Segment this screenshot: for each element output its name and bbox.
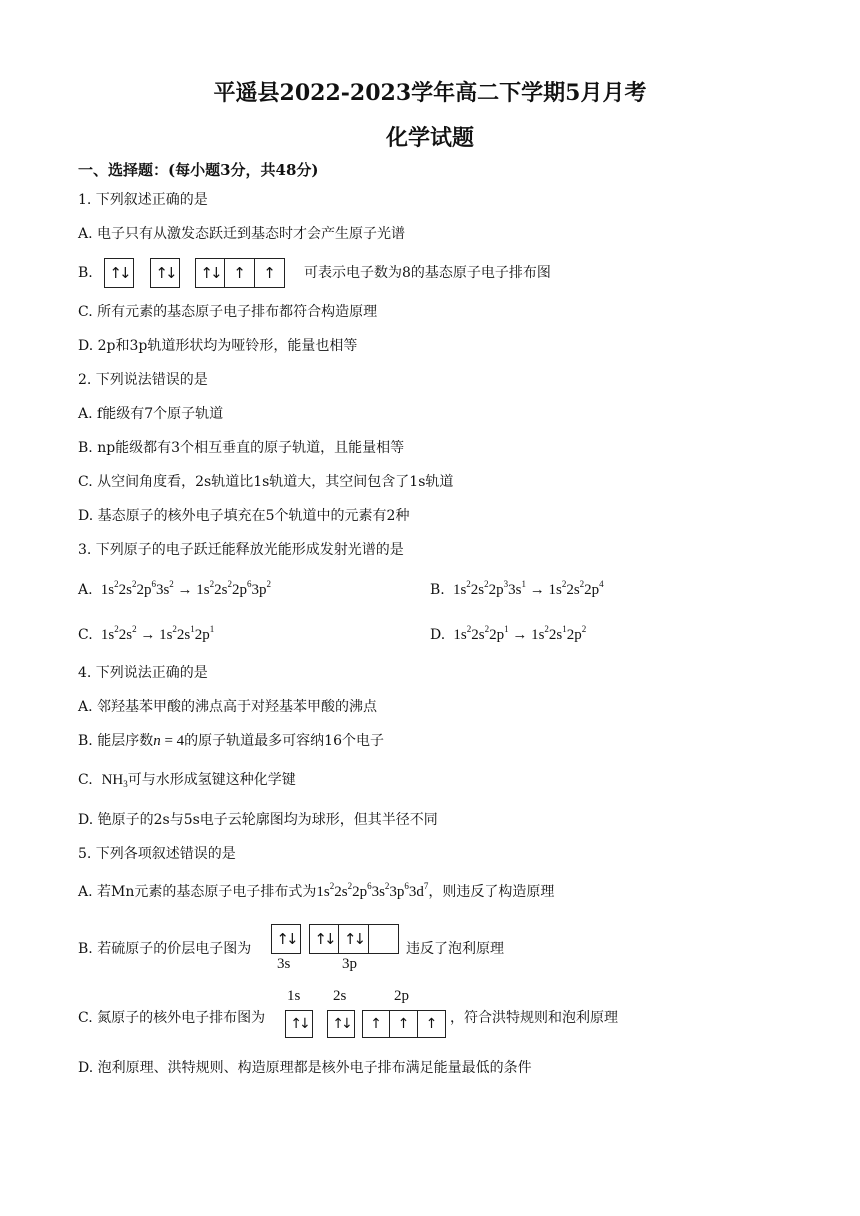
formula: $NH_3$	[101, 772, 128, 789]
q5-c-orbital-2p	[362, 1010, 446, 1038]
q5-option-b-post: 违反了泡利原理	[406, 941, 504, 957]
q5-b-orbital-3p	[309, 924, 399, 954]
configuration-transition: $1s^22s^22p^33s^1 \to 1s^22s^22p^4$	[449, 579, 604, 598]
q5-option-b-pre: B. 若硫原子的价层电子图为	[78, 941, 252, 957]
orbital-box: ↑↓	[285, 1010, 313, 1038]
q1-option-a: A. 电子只有从激发态跃迁到基态时才会产生原子光谱	[78, 226, 406, 242]
q2-option-d: D. 基态原子的核外电子填充在5个轨道中的元素有2种	[78, 508, 410, 524]
q5-c-orbital-1s	[285, 1010, 313, 1038]
option-a-post: ，则违反了构造原理	[428, 884, 555, 900]
q1-orbital-2s	[150, 258, 180, 288]
q2-stem: 2. 下列说法错误的是	[78, 372, 208, 388]
orbital-label-1s: 1s	[287, 988, 301, 1004]
q1-option-d: D. 2p和3p轨道形状均为哑铃形，能量也相等	[78, 338, 358, 354]
option-c-post: 可与水形成氢键这种化学键	[127, 772, 296, 788]
q2-option-c: C. 从空间角度看，2s轨道比1s轨道大，其空间包含了1s轨道	[78, 474, 454, 490]
formula: $1s^22s^22p^63s^23p^63d^7$	[316, 881, 429, 900]
q4-option-a: A. 邻羟基苯甲酸的沸点高于对羟基苯甲酸的沸点	[78, 699, 378, 715]
orbital-label-2p: 2p	[394, 988, 409, 1004]
configuration-transition: $1s^22s^22p^1 \to 1s^22s^12p^2$	[449, 624, 587, 643]
orbital-box	[369, 924, 399, 954]
orbital-box: ↑↓	[104, 258, 134, 288]
configuration-transition: $1s^22s^2 \to 1s^22s^12p^1$	[97, 624, 215, 643]
orbital-box: ↑	[390, 1010, 418, 1038]
option-label: B.	[430, 582, 445, 598]
q1-orbital-2p	[195, 258, 285, 288]
q3-option-a	[78, 580, 271, 600]
q5-option-c-pre: C. 氮原子的核外电子排布图为	[78, 1010, 266, 1026]
q4-stem: 4. 下列说法正确的是	[78, 665, 208, 681]
orbital-box: ↑↓	[339, 924, 369, 954]
option-label: C.	[78, 627, 93, 643]
q3-option-c	[78, 625, 214, 645]
q3-option-b	[430, 580, 604, 600]
q1-orbital-1s	[104, 258, 134, 288]
orbital-label-3s: 3s	[277, 956, 291, 972]
q1-option-c: C. 所有元素的基态原子电子排布都符合构造原理	[78, 304, 378, 320]
q3-option-d	[430, 625, 586, 645]
q1-option-b-text: 可表示电子数为8的基态原子电子排布图	[304, 265, 551, 281]
orbital-box: ↑	[362, 1010, 390, 1038]
option-label: D.	[430, 627, 446, 643]
q1-stem: 1. 下列叙述正确的是	[78, 192, 208, 208]
q4-option-b	[78, 731, 384, 751]
q5-option-d: D. 泡利原理、洪特规则、构造原理都是核外电子排布满足能量最低的条件	[78, 1060, 532, 1076]
option-label: A.	[78, 582, 93, 598]
q5-c-orbital-2s	[327, 1010, 355, 1038]
orbital-box: ↑	[418, 1010, 446, 1038]
orbital-box: ↑↓	[195, 258, 225, 288]
formula: n = 4	[153, 733, 185, 749]
orbital-box: ↑	[225, 258, 255, 288]
q5-b-orbital-3s	[271, 924, 301, 954]
exam-title: 平遥县2022-2023学年高二下学期5月月考	[213, 80, 647, 106]
orbital-label-3p: 3p	[342, 956, 357, 972]
q4-option-c: C. $NH_3$可与水形成氢键这种化学键	[78, 772, 296, 789]
orbital-box: ↑↓	[271, 924, 301, 954]
q4-option-d: D. 铯原子的2s与5s电子云轮廓图均为球形，但其半径不同	[78, 812, 438, 828]
q3-stem: 3. 下列原子的电子跃迁能释放光能形成发射光谱的是	[78, 542, 404, 558]
orbital-box: ↑	[255, 258, 285, 288]
q5-option-c-post: ，符合洪特规则和泡利原理	[450, 1010, 618, 1026]
orbital-box: ↑↓	[327, 1010, 355, 1038]
orbital-box: ↑↓	[150, 258, 180, 288]
q2-option-a: A. f能级有7个原子轨道	[78, 406, 224, 422]
configuration-transition: $1s^22s^22p^63s^2 \to 1s^22s^22p^63p^2$	[97, 579, 271, 598]
exam-subtitle: 化学试题	[385, 125, 474, 151]
option-b-pre: B. 能层序数	[78, 733, 154, 749]
q5-option-a	[78, 882, 554, 902]
q5-stem: 5. 下列各项叙述错误的是	[78, 846, 236, 862]
q1-option-b-label: B.	[78, 265, 93, 281]
option-a-pre: A. 若Mn元素的基态原子电子排布式为	[78, 884, 317, 900]
orbital-label-2s: 2s	[333, 988, 347, 1004]
option-b-post: 的原子轨道最多可容纳16个电子	[184, 733, 384, 749]
section-heading: 一、选择题：(每小题3分，共48分)	[78, 161, 319, 179]
q2-option-b: B. np能级都有3个相互垂直的原子轨道，且能量相等	[78, 440, 405, 456]
orbital-box: ↑↓	[309, 924, 339, 954]
